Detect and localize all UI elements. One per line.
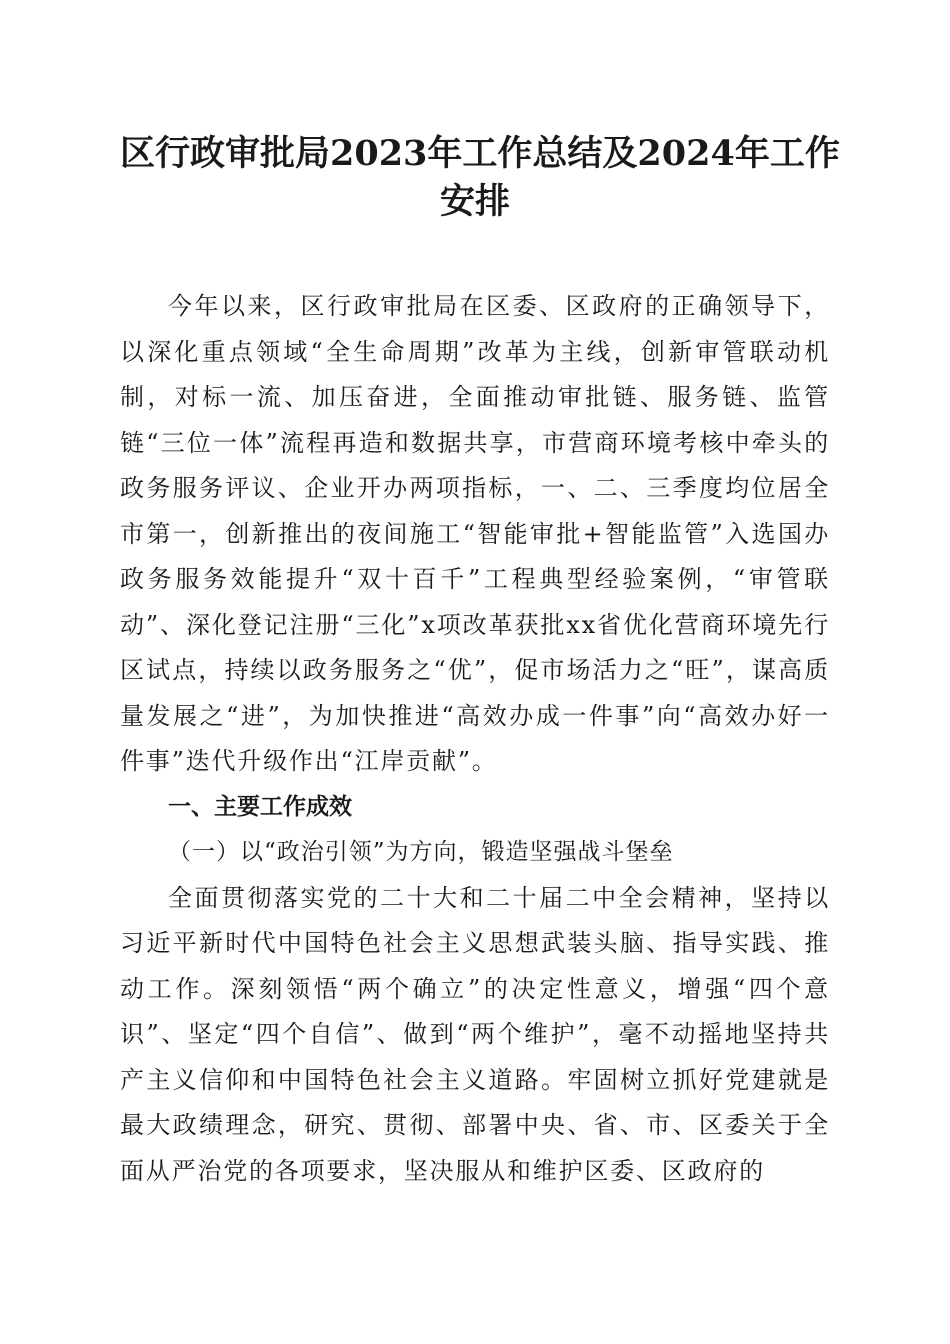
document-page — [120, 130, 840, 1194]
document-title-line-1: 区行政审批局2023年工作总结及2024年工作 — [120, 133, 840, 174]
intro-paragraph: 今年以来，区行政审批局在区委、区政府的正确领导下，以深化重点领域“全生命周期”改革为主线，创新审管联动机制，对标一流、加压奋进，全面推动审批链、服务链、监管链“三位一体”流程再造和数据共享，市营商环境考核中牵头的政务服务评议、企业开办两项指标，一、二、三季度均位居全市第一，创新推出的夜间施工“智能审批+智能监管”入选国办政务服务效能提升“双十百千”工程典型经验案例，“审管联动”、深化登记注册“三化”x项改革获批xx省优化营商环境先行区试点，持续以政务服务之“优”，促市场活力之“旺”，谋高质量发展之“进”，为加快推进“高效办成一件事”向“高效办好一件事”迭代升级作出“江岸贡献”。 — [120, 292, 830, 775]
document-title — [120, 130, 840, 226]
subsection-heading-political-leadership: （一）以“政治引领”为方向，锻造坚强战斗堡垒 — [168, 839, 674, 865]
subsection-paragraph-political-leadership: 全面贯彻落实党的二十大和二十届二中全会精神，坚持以习近平新时代中国特色社会主义思想武装头脑、指导实践、推动工作。深刻领悟“两个确立”的决定性意义，增强“四个意识”、坚定“四个自信”、做到“两个维护”，毫不动摇地坚持共产主义信仰和中国特色社会主义道路。牢固树立抓好党建就是最大政绩理念，研究、贯彻、部署中央、省、市、区委关于全面从严治党的各项要求，坚决服从和维护区委、区政府的 — [120, 883, 830, 1185]
document-body — [120, 284, 830, 1194]
document-title-line-2: 安排 — [439, 181, 510, 222]
section-heading-main-achievements: 一、主要工作成效 — [168, 793, 352, 820]
